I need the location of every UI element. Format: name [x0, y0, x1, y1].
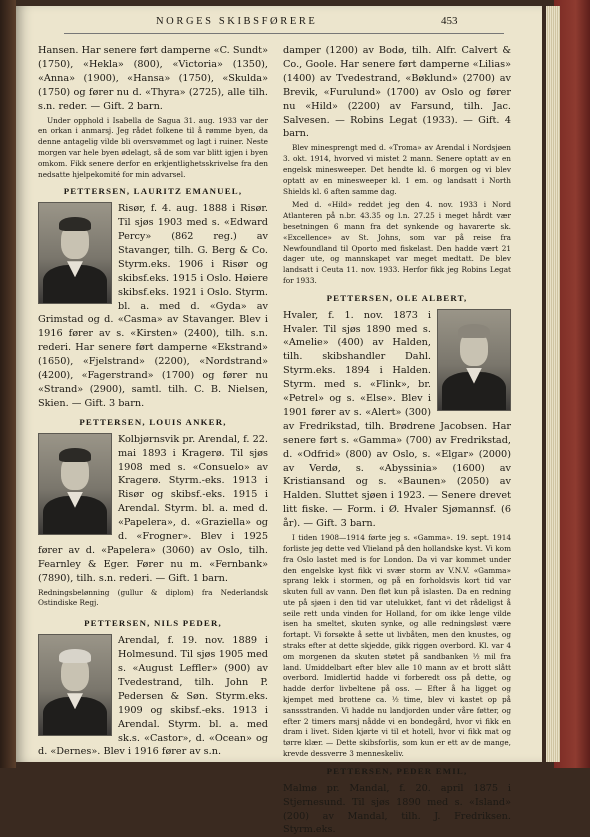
entry-text-lauritz: Risør, f. 4. aug. 1888 i Risør. Til sjøs 1903 med s. «Edward Percy» (862 reg.) av Stavanger, tilh. G. Berg & Co. Styrm.eks. 1906 i Risør og skibsf.eks. 1915 i Oslo. Høiere skibsf.eks. 1921 i Oslo. Styrm. bl. a. med d. «Gyda» av Grimstad og d. «Casma» av Stavanger. Blev i 1916 fører av s. «Kirsten» (2400), tilh. s.n. rederi. Har senere ført damperne «Ekstrand» (1650), «Fjelstrand» (2200), «Nordstrand» (4200), «Fagerstrand» (1700) og fører nu «Strand» (2900), samtl. tilh. C. B. Nielsen, Skien. — Gift. 3 barn. — [38, 203, 268, 409]
entry-note-mine: Blev minesprengt med d. «Troma» av Arendal i Nordsjøen 3. okt. 1914, hvorved vi mistet 2 mann. Senere optatt av en engelsk minesweeper. Det hendte kl. 6 morgen og vi blev optatt av en minesweeper kl. 1 em. og landsatt i North Shields kl. 6 aften samme dag. — [283, 143, 511, 196]
entry-note-rescue: Med d. «Hild» reddet jeg den 4. nov. 1933 i Nord Atlanteren på n.br. 43.35 og l.n. 27.25 i meget hårdt vær besetningen 6 mann fra det synkende og havarerte sk. «Excellence» av St. Johns, som var på reise fra Newfoundland til Oporto med fiskelast. Den hadde vært 21 dager ute, og mannskapet var meget medtatt. De blev landsatt i Ceuta 11. nov. 1933. Herfor fikk jeg Robins Legat for 1933. — [283, 200, 511, 285]
continued-entry-text-right: damper (1200) av Bodø, tilh. Alfr. Calvert & Co., Goole. Har senere ført damperne «Lilias» (1400) av Tvedestrand, «Bøklund» (2700) av Brevik, «Furulund» (1700) av Oslo og fører nu «Hild» (2200) av Farsund, tilh. Jac. Salvesen. — Robins Legat (1933). — Gift. 4 barn. — [283, 45, 511, 140]
portrait-photo-louis — [38, 433, 112, 535]
page-number: 453 — [441, 15, 458, 27]
entry-text-nils: Arendal, f. 19. nov. 1889 i Holmesund. Til sjøs 1905 med s. «August Leffler» (900) av Tvedestrand, tilh. John P. Pedersen & Søn. Styrm.eks. 1909 og skibsf.-eks. 1913 i Arendal. Styrm. bl. a. med sk.s. «Castor», d. «Ocean» og d. «Dernes». Blev i 1916 fører av s.n. — [38, 635, 268, 758]
header-rule — [64, 33, 504, 34]
running-head — [16, 16, 542, 32]
entry-heading-peder: PETTERSEN, PEDER EMIL, — [326, 765, 468, 776]
portrait-photo-ole — [437, 309, 511, 411]
page-stack-edge — [546, 6, 560, 762]
entry-text-ole: Hvaler, f. 1. nov. 1873 i Hvaler. Til sjøs 1890 med s. «Amelie» (400) av Halden, tilh. skibshandler Dahl. Styrm.eks. 1894 i Halden. Styrm. med s. «Flink», br. «Petrel» og s. «Else». Blev i 1901 fører av s. «Alert» (300) av Fredrikstad, tilh. Brødrene Jacobsen. Har senere ført s. «Gamma» (700) av Fredrikstad, d. «Odfrid» (800) av Oslo, s. «Elgar» (2000) av Verdø, s. «Abyssinia» (1600) av Kristiansand og s. «Baunen» (2050) av Halden. Sluttet sjøen i 1923. — Senere drevet litt fiske. — Form. i Ø. Hvaler Sjømannsf. (6 år). — Gift. 3 barn. — [283, 309, 511, 530]
book-page — [16, 6, 542, 836]
portrait-photo-lauritz — [38, 202, 112, 304]
portrait-photo-nils — [38, 634, 112, 736]
continued-entry-note: Under opphold i Isabella de Sagua 31. aug. 1933 var der en orkan i anmarsj. Jeg rådet folkene til å rømme byen, da denne antagelig vilde bli oversvømmet og lagt i ruiner. Neste morgen var hele byen ødelagt, så de som var blitt igjen i byen omkom. Fikk senere derfor en erkjentlighetsskrivelse fra den nedsatte hjelpekomité for min advarsel. — [38, 115, 268, 179]
entry-heading-louis: PETTERSEN, LOUIS ANKER, — [79, 416, 227, 427]
entry-text-peder: Malmø pr. Mandal, f. 20. april 1875 i Stjernesund. Til sjøs 1890 med s. «Island» (200) av Mandal, tilh. J. Fredriksen. Styrm.eks. — [283, 782, 511, 836]
left-column — [38, 44, 268, 759]
entry-heading-nils: PETTERSEN, NILS PEDER, — [84, 618, 222, 629]
book-binding — [0, 0, 16, 768]
running-title: NORGES SKIBSFØRERE — [156, 16, 318, 27]
entry-note-ole: I tiden 1908—1914 førte jeg s. «Gamma». 19. sept. 1914 forliste jeg dette ved Vlieland på den hollandske kyst. Vi kom fra Oslo lastet med is for London. Da vi var kommet under den engelske kyst fikk vi svær storm av V.N.V. «Gamma» sprang lekk i stormen, og på en forholdsvis kort tid var skuten full av vann. Den fløt kun på islasten. Da en redning ute på sjøen i den tid var utelukket, fant vi det rådeligst å seile rett unda vinden for Holland, for om ikke lenge vilde isen ha smeltet, skuten synke, og alle redningsløst være fortapt. Vi forsøkte å sette ut livbåten, men den knustes, og straks efter at dette skjedde, gikk riggen overbord. Kl. var 4 om morgenen da skuten støtet på sandbanken ½ mil fra land. Umiddelbart efter blev alle 10 mann av et brott slått overbord. Imidlertid hadde vi forberedt oss på dette, og hadde derfor livbeltene på oss. — Efter å ha ligget og kjempet med brottene ca. ½ time, blev vi kastet op på sanssstranden. Vi hadde nu landjorden under våre føtter, og efter 2 timers marsj nådde vi en bondegård, hvor vi fikk en dram i livet. Siden kjørte vi til et hotell, hvor vi fikk mat og tørre klær. — Dette skibsforlis, som kun er ett av de mange, krevde dessverre 3 menneskeliv. — [283, 533, 511, 759]
entry-heading-ole: PETTERSEN, OLE ALBERT, — [326, 292, 468, 303]
entry-text-louis: Kolbjørnsvik pr. Arendal, f. 22. mai 1893 i Kragerø. Til sjøs 1908 med s. «Consuelo» av Kragerø. Styrm.-eks. 1913 i Risør og skibsf.-eks. 1915 i Arendal. Styrm. bl. a. med d. «Papelera», d. «Graziella» og d. «Frogner». Blev i 1925 fører av d. «Papelera» (3060) av Oslo, tilh. Fearnley & Eger. Fører nu m. «Fernbank» (7890), tilh. s.n. rederi. — Gift. 1 barn. — [38, 433, 268, 584]
continued-entry-text: Hansen. Har senere ført damperne «C. Sundt» (1750), «Hekla» (800), «Victoria» (1350), «Anna» (1900), «Hansa» (1750), «Skulda» (1750) og fører nu d. «Thyra» (2725), alle tilh. s.n. reder. — Gift. 2 barn. — [38, 45, 268, 112]
right-column — [283, 44, 511, 837]
entry-note-louis: Redningsbelønning (gullur & diplom) fra Nederlandsk Ostindiske Regj. — [38, 587, 268, 608]
entry-heading-lauritz: PETTERSEN, LAURITZ EMANUEL, — [63, 186, 243, 197]
